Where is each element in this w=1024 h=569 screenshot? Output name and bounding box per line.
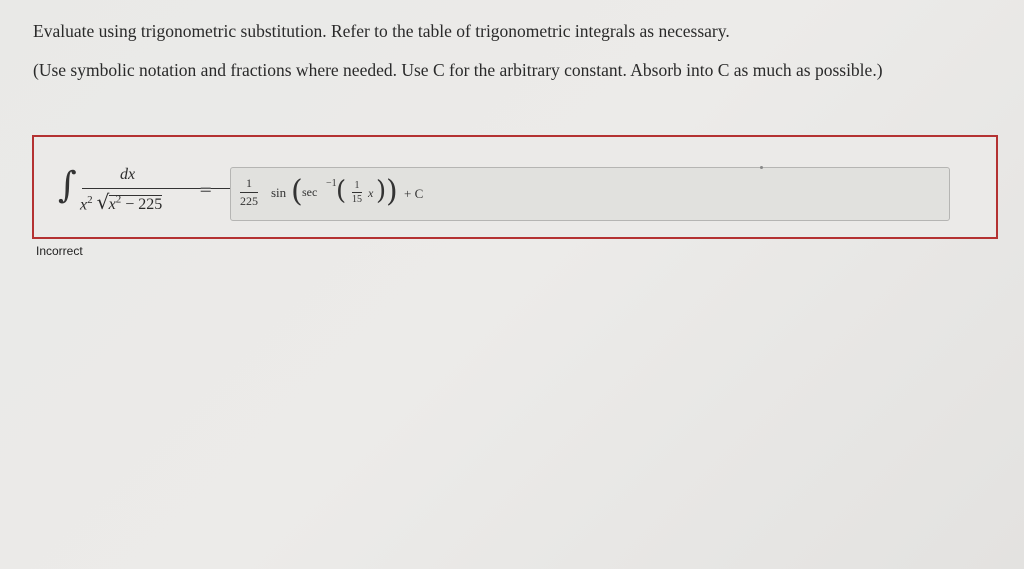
inner-num: 1 (354, 180, 360, 191)
integral-numerator: dx (120, 166, 136, 183)
sec-label: sec (302, 185, 318, 199)
question-text: Evaluate using trigonometric substitution. Refer to the table of trigonometric integrals as necessary. (33, 21, 730, 41)
fraction-bar (82, 188, 252, 189)
den-inner-exp: 2 (115, 194, 122, 206)
left-paren-inner: ( (336, 176, 347, 206)
left-paren-outer: ( (291, 174, 303, 209)
coef-bar (240, 192, 258, 193)
sin-label: sin (271, 185, 287, 200)
den-inner-rest: − 225 (125, 196, 163, 214)
integral-expression (58, 160, 218, 220)
answer-expression[interactable] (240, 176, 460, 216)
inner-bar (352, 192, 362, 193)
coef-den: 225 (240, 194, 258, 208)
coef-num: 1 (246, 176, 252, 190)
sqrt-content (109, 195, 163, 213)
integral-denominator (80, 194, 162, 214)
coef-fraction (240, 176, 258, 209)
right-paren-outer: ) (386, 174, 398, 209)
inner-var: x (368, 186, 374, 200)
den-x: x (80, 196, 88, 214)
sqrt-icon (99, 194, 163, 214)
sec-exp: −1 (326, 178, 337, 189)
inner-den: 15 (352, 194, 362, 205)
inner-fraction (352, 180, 362, 205)
equals-sign: = (199, 180, 213, 199)
feedback-status: Incorrect (36, 244, 83, 258)
cursor-dot (760, 166, 763, 169)
plus-c: + C (404, 186, 424, 201)
den-exp: 2 (87, 194, 93, 206)
right-paren-inner: ) (376, 176, 387, 206)
den-inner-x: x (108, 196, 116, 214)
instructions-text: (Use symbolic notation and fractions where needed. Use C for the arbitrary constant. Absorb into C as much as possible.) (33, 60, 883, 80)
integral-sign: ∫ (58, 165, 77, 206)
